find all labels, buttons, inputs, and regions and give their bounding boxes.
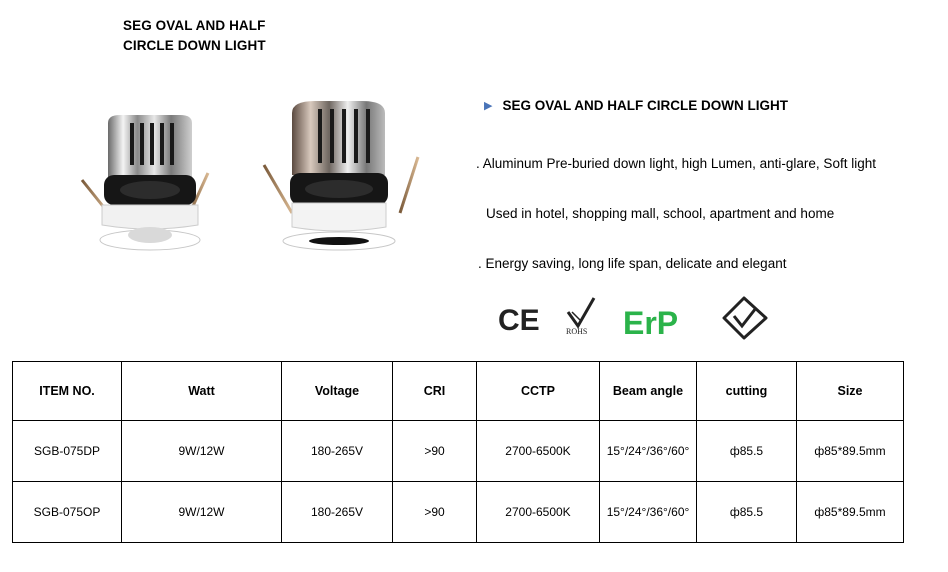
table-cell: ф85.5: [697, 482, 797, 543]
spec-table: [12, 361, 904, 543]
ce-mark: CE: [498, 304, 540, 337]
table-cell: ф85*89.5mm: [797, 421, 904, 482]
spec-table-header-row: [13, 362, 904, 421]
page-title-line2: CIRCLE DOWN LIGHT: [123, 38, 266, 53]
column-header: cutting: [697, 362, 797, 421]
right-triangle-bullet-icon: ▶: [484, 100, 493, 112]
column-header: CCTP: [477, 362, 600, 421]
table-cell: >90: [393, 482, 477, 543]
table-cell: 9W/12W: [122, 482, 282, 543]
column-header: Size: [797, 362, 904, 421]
table-cell: 15°/24°/36°/60°: [600, 482, 697, 543]
rcm-mark-icon: [724, 298, 766, 338]
feature-line: . Energy saving, long life span, delicate and elegant: [478, 256, 787, 271]
table-cell: SGB-075OP: [13, 482, 122, 543]
column-header: ITEM NO.: [13, 362, 122, 421]
feature-line: Used in hotel, shopping mall, school, apartment and home: [486, 206, 835, 221]
feature-line: . Aluminum Pre-buried down light, high Lumen, anti-glare, Soft light: [476, 156, 876, 171]
table-cell: SGB-075DP: [13, 421, 122, 482]
column-header: Beam angle: [600, 362, 697, 421]
erp-mark: ErP: [623, 305, 679, 341]
table-cell: 2700-6500K: [477, 421, 600, 482]
column-header: Watt: [122, 362, 282, 421]
table-cell: ф85.5: [697, 421, 797, 482]
product-images: [70, 95, 430, 265]
table-cell: 9W/12W: [122, 421, 282, 482]
column-header: CRI: [393, 362, 477, 421]
section-heading: [484, 98, 788, 113]
column-header: Voltage: [282, 362, 393, 421]
section-heading-text: SEG OVAL AND HALF CIRCLE DOWN LIGHT: [502, 98, 788, 113]
table-cell: 2700-6500K: [477, 482, 600, 543]
page-title-line1: SEG OVAL AND HALF: [123, 18, 266, 33]
table-cell: 180-265V: [282, 482, 393, 543]
certification-logos: [490, 292, 780, 342]
table-cell: >90: [393, 421, 477, 482]
table-cell: 15°/24°/36°/60°: [600, 421, 697, 482]
page-title: [123, 16, 266, 56]
table-row: [13, 482, 904, 543]
table-cell: ф85*89.5mm: [797, 482, 904, 543]
table-cell: 180-265V: [282, 421, 393, 482]
table-row: [13, 421, 904, 482]
rohs-check-icon: [568, 298, 594, 326]
downlight-right-image: [264, 101, 418, 250]
downlight-left-image: [82, 115, 208, 250]
rohs-label: ROHS: [566, 327, 588, 336]
